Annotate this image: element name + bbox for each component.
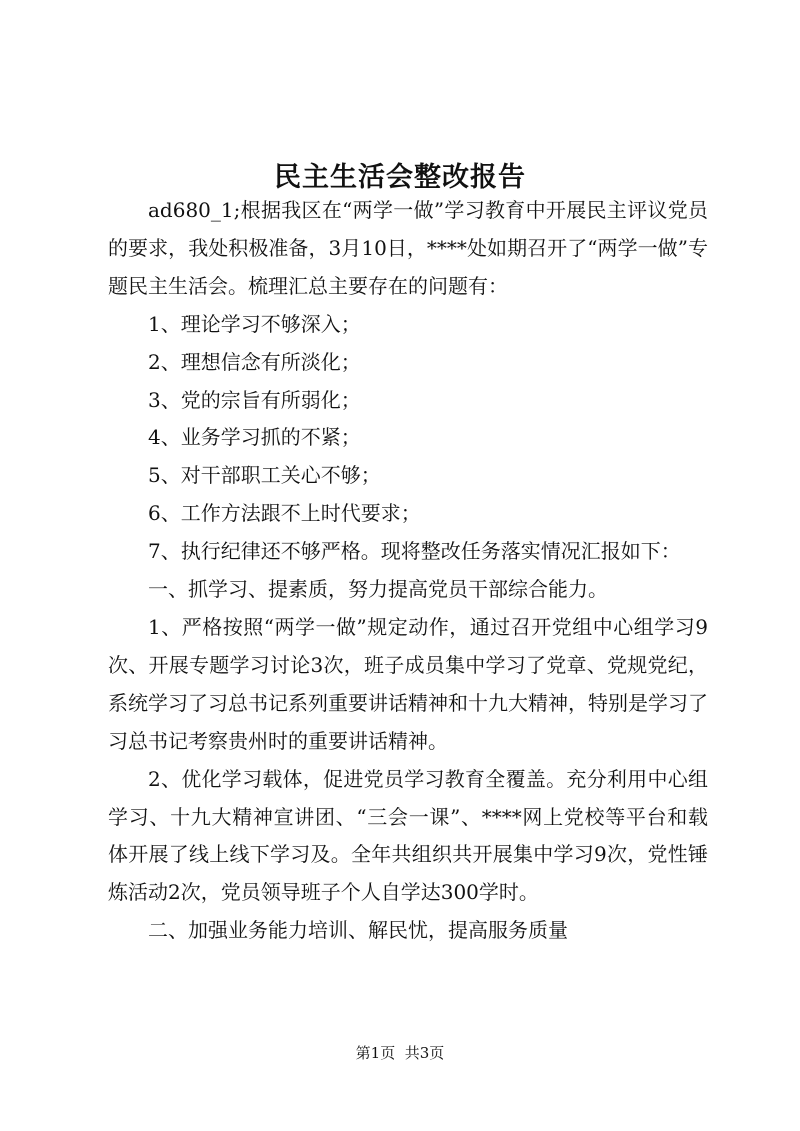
problem-item-1: 1、理论学习不够深入；: [148, 311, 361, 336]
section-1-point-1: 1、严格按照“两学一做”规定动作，通过召开党组中心组学习9次、开展专题学习讨论3次，班子成员集中学习了党章、党规党纪，系统学习了习总书记系列重要讲话精神和十九大精神，特别是学习了习总书记考察贵州时的重要讲话精神。: [108, 614, 708, 753]
problem-item-2: 2、理想信念有所淡化；: [148, 349, 361, 374]
document-title: 民主生活会整改报告: [274, 162, 526, 194]
problem-item-3: 3、党的宗旨有所弱化；: [148, 387, 361, 412]
problem-item-7: 7、执行纪律还不够严格。现将整改任务落实情况汇报如下：: [148, 539, 681, 564]
problem-item-4: 4、业务学习抓的不紧；: [148, 425, 361, 450]
section-1-point-2: 2、优化学习载体，促进党员学习教育全覆盖。充分利用中心组学习、十九大精神宣讲团、“三会一课”、****网上党校等平台和载体开展了线上线下学习及。全年共组织共开展集中学习9次，党性锤炼活动2次，党员领导班子个人自学达300学时。: [108, 766, 708, 905]
intro-paragraph: ad680_1;根据我区在“两学一做”学习教育中开展民主评议党员的要求，我处积极准备，3月10日，****处如期召开了“两学一做”专题民主生活会。梳理汇总主要存在的问题有：: [108, 198, 708, 298]
page-footer: [0, 1043, 800, 1063]
page-total: 共3页: [404, 1044, 445, 1062]
document-body: [108, 192, 708, 950]
problem-item-5: 5、对干部职工关心不够；: [148, 463, 381, 488]
section-heading-2: 二、加强业务能力培训、解民忧，提高服务质量: [148, 918, 568, 943]
problem-item-6: 6、工作方法跟不上时代要求；: [148, 501, 421, 526]
page-number: 第1页: [355, 1044, 396, 1062]
section-heading-1: 一、抓学习、提素质，努力提高党员干部综合能力。: [148, 577, 608, 602]
